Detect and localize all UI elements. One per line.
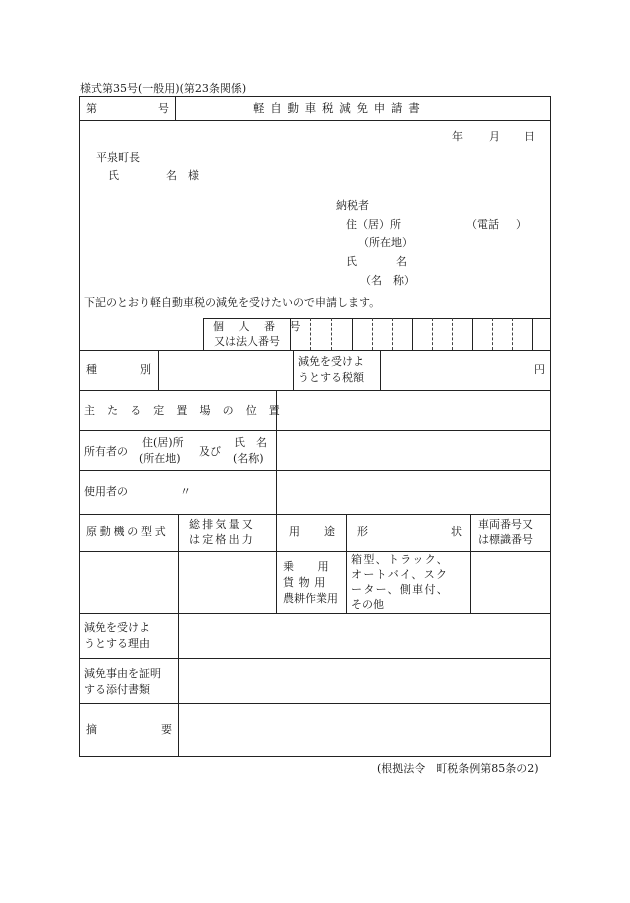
user-ditto-mark: 〃 <box>180 485 191 498</box>
shape-option-3[interactable]: ーター、側車付、 <box>351 583 450 596</box>
storage-location-label: 主たる定置場の位置 <box>84 404 292 417</box>
owner-name-label-2: (名称) <box>233 452 264 465</box>
shape-option-2[interactable]: オートバイ、スク <box>351 568 449 581</box>
usage-header-b: 途 <box>324 525 335 538</box>
form-title: 軽自動車税減免申請書 <box>253 101 426 115</box>
reason-label-2: うとする理由 <box>84 637 150 650</box>
legal-basis-note: (根拠法令 町税条例第85条の2) <box>377 762 539 775</box>
reason-label-1: 減免を受けよ <box>84 621 150 634</box>
form-number-note: 様式第35号(一般用)(第23条関係) <box>80 82 247 95</box>
plate-number-field[interactable] <box>471 552 550 612</box>
exemption-amount-label-1: 減免を受けよ <box>298 355 364 368</box>
user-field[interactable] <box>277 471 550 513</box>
form-number-go: 号 <box>158 102 169 115</box>
remarks-label-b: 要 <box>161 723 172 736</box>
owner-field[interactable] <box>277 431 550 470</box>
taxpayer-name-shi: 氏 <box>346 255 357 268</box>
shape-header-a: 形 <box>357 525 368 538</box>
remarks-field[interactable] <box>179 704 550 756</box>
kind-label-betsu: 別 <box>140 363 151 376</box>
taxpayer-phone-close: ） <box>516 218 527 231</box>
date-day: 日 <box>524 130 535 143</box>
documents-label-1: 減免事由を証明 <box>84 667 161 680</box>
date-month: 月 <box>489 130 500 143</box>
usage-option-passenger[interactable]: 乗 用 <box>283 560 330 573</box>
owner-address-label-2: (所在地) <box>139 452 181 465</box>
taxpayer-name-sub: （名 称） <box>360 274 415 287</box>
yen-unit: 円 <box>534 363 545 376</box>
usage-option-cargo[interactable]: 貨 物 用 <box>283 576 326 589</box>
owner-label: 所有者の <box>84 445 128 458</box>
engine-type-field[interactable] <box>80 552 177 612</box>
exemption-amount-label-2: うとする税額 <box>298 371 364 384</box>
exemption-amount-field[interactable] <box>381 351 527 389</box>
owner-name-label-1: 氏 名 <box>234 436 267 449</box>
usage-option-agriculture[interactable]: 農耕作業用 <box>283 592 338 605</box>
documents-label-2: する添付書類 <box>84 683 150 696</box>
taxpayer-phone-label: （電話 <box>466 218 499 231</box>
usage-header-a: 用 <box>289 525 300 538</box>
form-number-dai: 第 <box>86 102 97 115</box>
addressee-sama: 様 <box>188 169 199 182</box>
kind-field[interactable] <box>159 351 292 389</box>
plate-number-header-1: 車両番号又 <box>478 518 533 531</box>
shape-header-b: 状 <box>451 525 462 538</box>
addressee-shi: 氏 <box>108 169 119 182</box>
reason-field[interactable] <box>179 614 550 657</box>
addressee-mei: 名 <box>166 169 177 182</box>
displacement-header-1: 総排気量又 <box>189 518 255 531</box>
taxpayer-label: 納税者 <box>336 199 369 212</box>
plate-number-header-2: は標識番号 <box>478 533 533 546</box>
id-number-label-1: 個 人 番 号 <box>213 320 306 333</box>
shape-option-4[interactable]: その他 <box>351 598 384 611</box>
id-number-label-2: 又は法人番号 <box>214 335 280 348</box>
application-statement: 下記のとおり軽自動車税の減免を受けたいので申請します。 <box>84 296 381 309</box>
displacement-field[interactable] <box>179 552 275 612</box>
owner-oyobi: 及び <box>199 445 221 458</box>
date-year: 年 <box>452 130 463 143</box>
shape-option-1[interactable]: 箱型、トラック、 <box>351 553 449 566</box>
taxpayer-location-label: （所在地） <box>358 236 413 249</box>
kind-label-shu: 種 <box>86 363 97 376</box>
owner-address-label-1: 住(居)所 <box>142 436 184 449</box>
addressee-office: 平泉町長 <box>96 151 140 164</box>
displacement-header-2: は定格出力 <box>189 533 255 546</box>
taxpayer-address-label: 住（居）所 <box>346 218 401 231</box>
engine-type-header: 原動機の型式 <box>86 525 169 538</box>
taxpayer-name-mei: 名 <box>396 255 407 268</box>
user-label: 使用者の <box>84 485 128 498</box>
documents-field[interactable] <box>179 659 550 702</box>
remarks-label-a: 摘 <box>86 723 97 736</box>
storage-location-field[interactable] <box>277 391 550 429</box>
